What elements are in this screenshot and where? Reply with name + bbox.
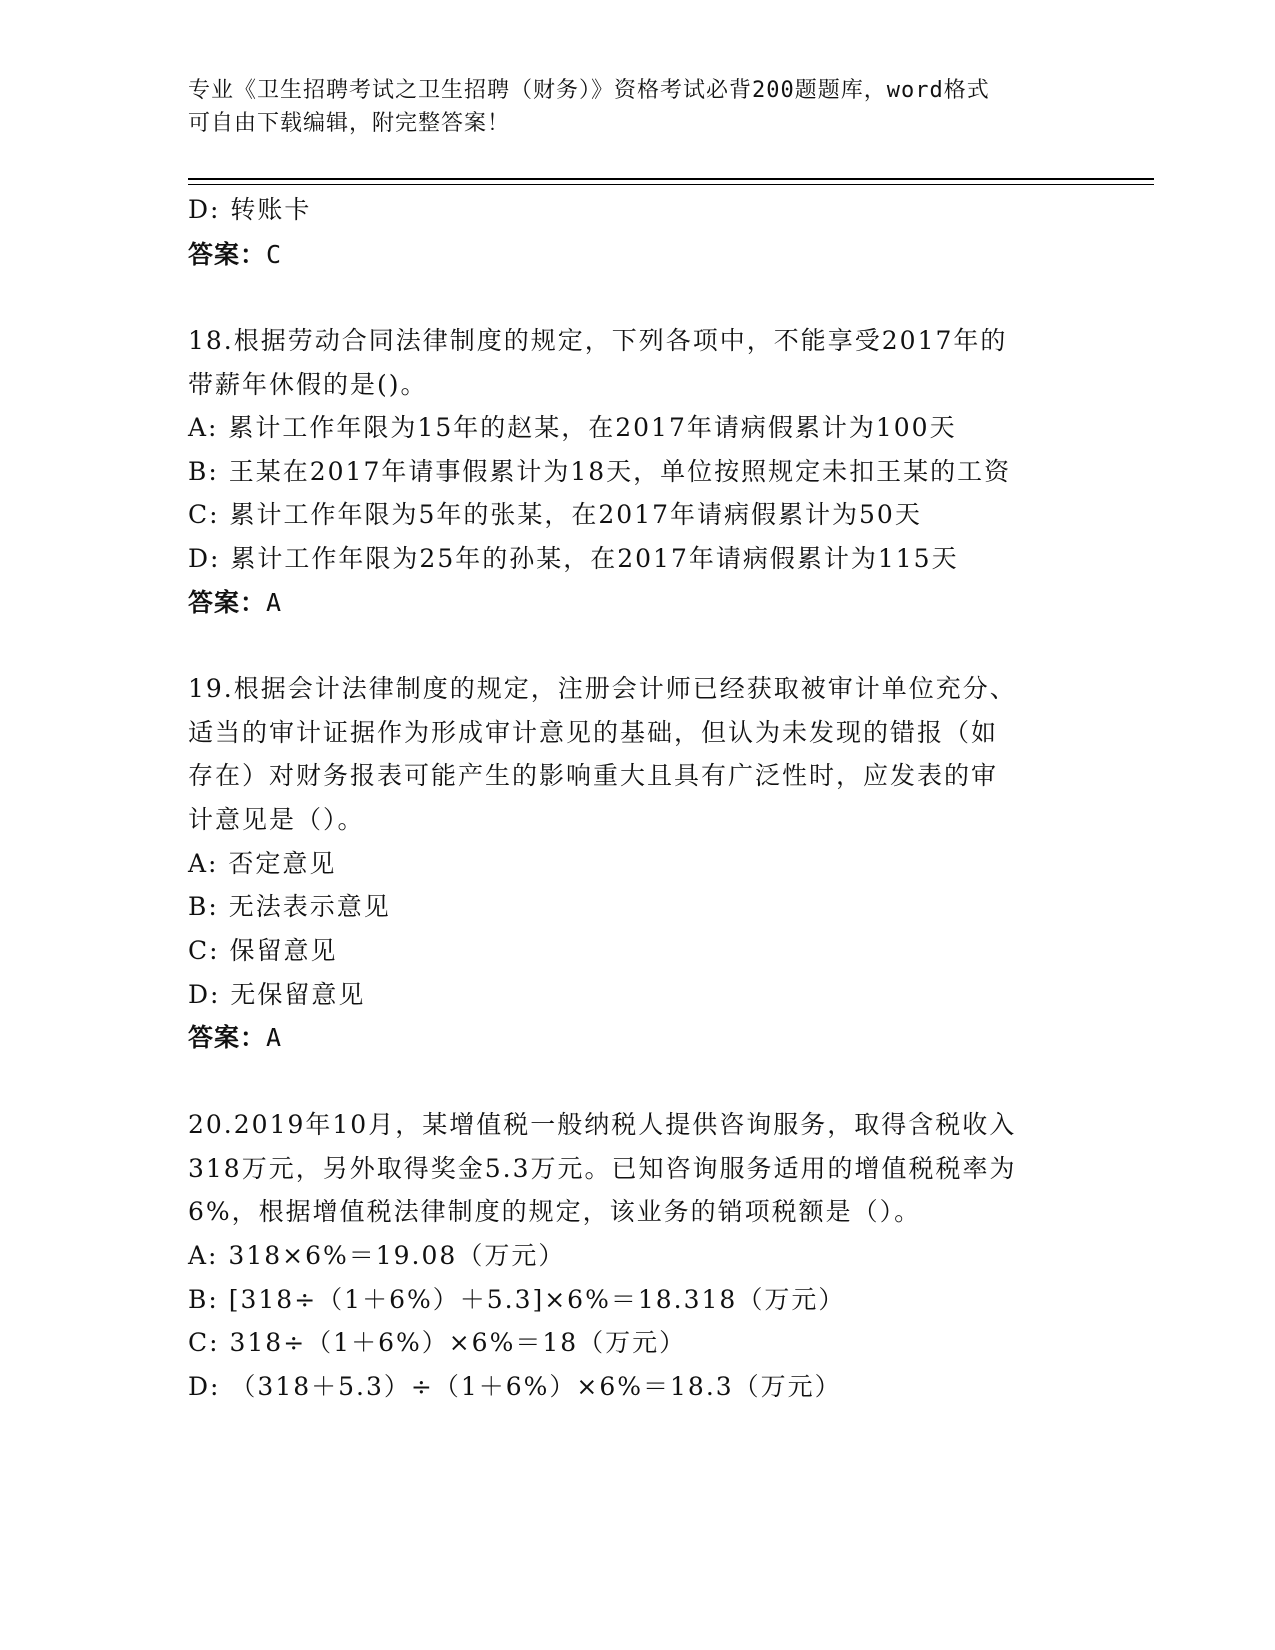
q19-answer bbox=[188, 1023, 282, 1053]
q18-option-a: A: 累计工作年限为15年的赵某，在2017年请病假累计为100天 bbox=[188, 413, 957, 442]
q19-stem-line-4: 计意见是（）。 bbox=[188, 805, 365, 834]
answer-value: C bbox=[266, 240, 283, 269]
q18-stem-line-2: 带薪年休假的是()。 bbox=[188, 370, 428, 399]
prev-question-option-d: D: 转账卡 bbox=[188, 195, 312, 224]
q19-stem-line-2: 适当的审计证据作为形成审计意见的基础，但认为未发现的错报（如 bbox=[188, 718, 999, 747]
q19-stem-line-1: 19.根据会计法律制度的规定，注册会计师已经获取被审计单位充分、 bbox=[188, 674, 1017, 703]
header-rule-thin bbox=[188, 184, 1154, 185]
q19-stem-line-3: 存在）对财务报表可能产生的影响重大且具有广泛性时，应发表的审 bbox=[188, 761, 999, 790]
answer-label: 答案： bbox=[188, 588, 267, 617]
q20-stem-line-1: 20.2019年10月，某增值税一般纳税人提供咨询服务，取得含税收入 bbox=[188, 1110, 1017, 1139]
q20-stem-line-2: 318万元，另外取得奖金5.3万元。已知咨询服务适用的增值税税率为 bbox=[188, 1154, 1017, 1183]
q19-option-d: D: 无保留意见 bbox=[188, 980, 366, 1009]
answer-label: 答案： bbox=[188, 1023, 267, 1052]
header-line-1: 专业《卫生招聘考试之卫生招聘（财务）》资格考试必背200题题库，word格式 bbox=[188, 78, 990, 103]
prev-question-answer bbox=[188, 240, 282, 270]
header-line-2: 可自由下载编辑，附完整答案！ bbox=[188, 111, 511, 136]
q20-option-a: A: 318×6%＝19.08（万元） bbox=[188, 1241, 566, 1270]
q18-answer bbox=[188, 588, 282, 618]
q20-option-b: B: [318÷（1＋6%）＋5.3]×6%＝18.318（万元） bbox=[188, 1285, 846, 1314]
q18-option-b: B: 王某在2017年请事假累计为18天，单位按照规定未扣王某的工资 bbox=[188, 457, 1012, 486]
header-rule-thick bbox=[188, 178, 1154, 180]
q20-option-d: D: （318＋5.3）÷（1＋6%）×6%＝18.3（万元） bbox=[188, 1372, 842, 1401]
q20-option-c: C: 318÷（1＋6%）×6%＝18（万元） bbox=[188, 1328, 687, 1357]
answer-value: A bbox=[266, 588, 283, 617]
q18-option-c: C: 累计工作年限为5年的张某，在2017年请病假累计为50天 bbox=[188, 500, 922, 529]
q19-option-b: B: 无法表示意见 bbox=[188, 892, 391, 921]
document-header bbox=[188, 74, 1088, 140]
answer-value: A bbox=[266, 1023, 283, 1052]
q18-option-d: D: 累计工作年限为25年的孙某，在2017年请病假累计为115天 bbox=[188, 544, 959, 573]
q19-option-c: C: 保留意见 bbox=[188, 936, 338, 965]
q20-stem-line-3: 6%，根据增值税法律制度的规定，该业务的销项税额是（）。 bbox=[188, 1197, 922, 1226]
answer-label: 答案： bbox=[188, 240, 267, 269]
q18-stem-line-1: 18.根据劳动合同法律制度的规定，下列各项中，不能享受2017年的 bbox=[188, 326, 1008, 355]
q19-option-a: A: 否定意见 bbox=[188, 849, 337, 878]
